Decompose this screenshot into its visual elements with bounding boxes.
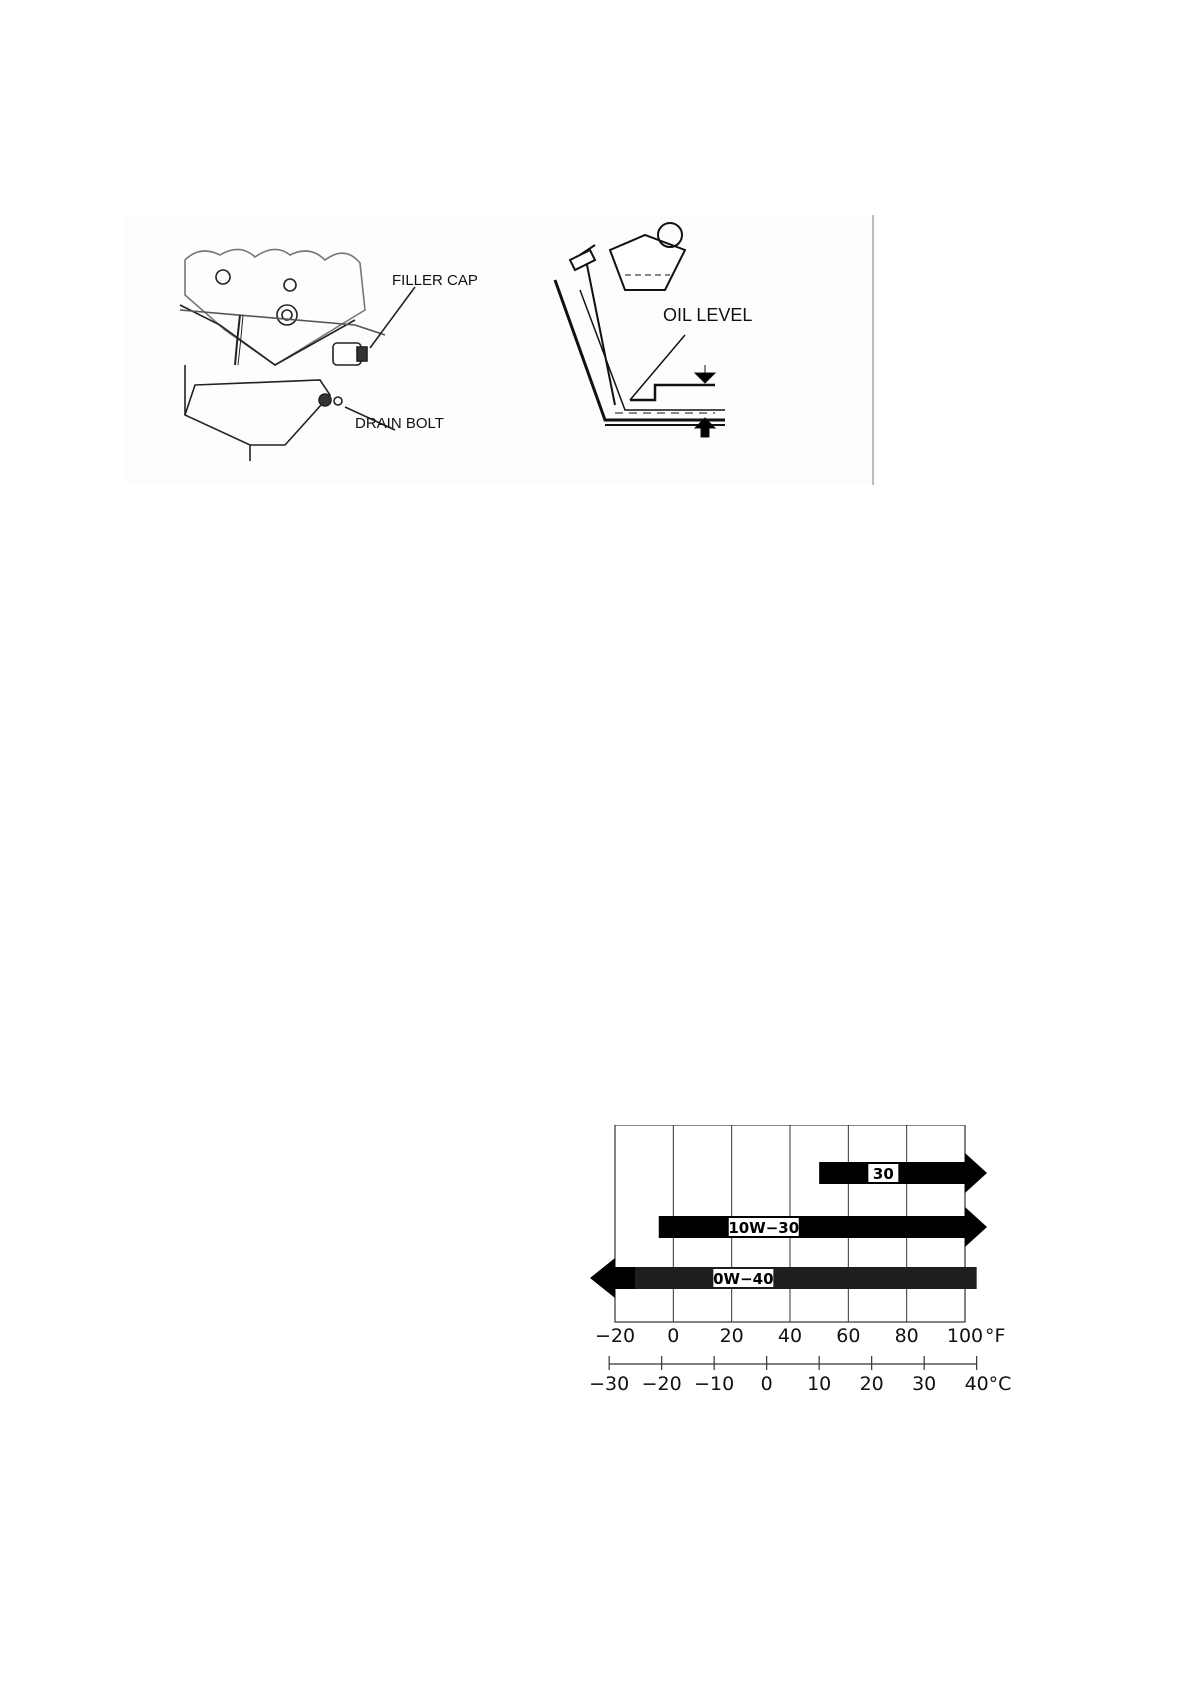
band-label: 10W−30: [728, 1219, 800, 1237]
c-tick-label: 0: [760, 1373, 773, 1395]
band-1: [659, 1207, 987, 1247]
c-tick-label: 40: [964, 1373, 989, 1395]
oil-change-illustration: [125, 215, 875, 485]
band-label: 30: [872, 1165, 894, 1183]
fahrenheit-axis: [595, 1325, 1005, 1347]
viscosity-temperature-chart: [575, 1125, 1075, 1445]
band-2: [590, 1258, 977, 1298]
f-tick-label: −20: [594, 1325, 636, 1347]
c-unit-label: °C: [988, 1373, 1012, 1395]
f-unit-label: °F: [985, 1325, 1006, 1347]
c-tick-label: −10: [694, 1373, 735, 1395]
band-bar: [659, 1216, 965, 1238]
c-tick-label: 10: [807, 1373, 832, 1395]
band-0: [819, 1153, 987, 1193]
f-tick-label: 20: [719, 1325, 744, 1347]
oil-viscosity-chart: [575, 1125, 1075, 1445]
band-arrow-right: [965, 1153, 987, 1193]
f-tick-label: 40: [777, 1325, 803, 1347]
f-tick-label: 80: [894, 1325, 919, 1347]
band-bar-dark: [615, 1267, 635, 1289]
drain-bolt-label: DRAIN BOLT: [355, 415, 444, 432]
c-tick-label: 30: [912, 1373, 937, 1395]
c-tick-label: −30: [589, 1373, 630, 1395]
band-bar: [615, 1267, 977, 1289]
celsius-axis: [589, 1356, 1011, 1395]
engine-and-dipstick-drawing: [125, 215, 875, 485]
band-arrow-left: [590, 1258, 615, 1298]
band-arrow-right: [965, 1207, 987, 1247]
filler-cap-label: FILLER CAP: [392, 272, 478, 289]
dipstick-sketch: [555, 223, 725, 437]
oil-level-label: OIL LEVEL: [663, 305, 753, 325]
band-label: 0W−40: [713, 1270, 774, 1288]
f-tick-label: 0: [667, 1325, 680, 1347]
chart-bands: [590, 1153, 987, 1298]
c-tick-label: −20: [641, 1373, 682, 1395]
f-tick-label: 100: [946, 1325, 984, 1347]
f-tick-label: 60: [836, 1325, 861, 1347]
c-tick-label: 20: [859, 1373, 884, 1395]
